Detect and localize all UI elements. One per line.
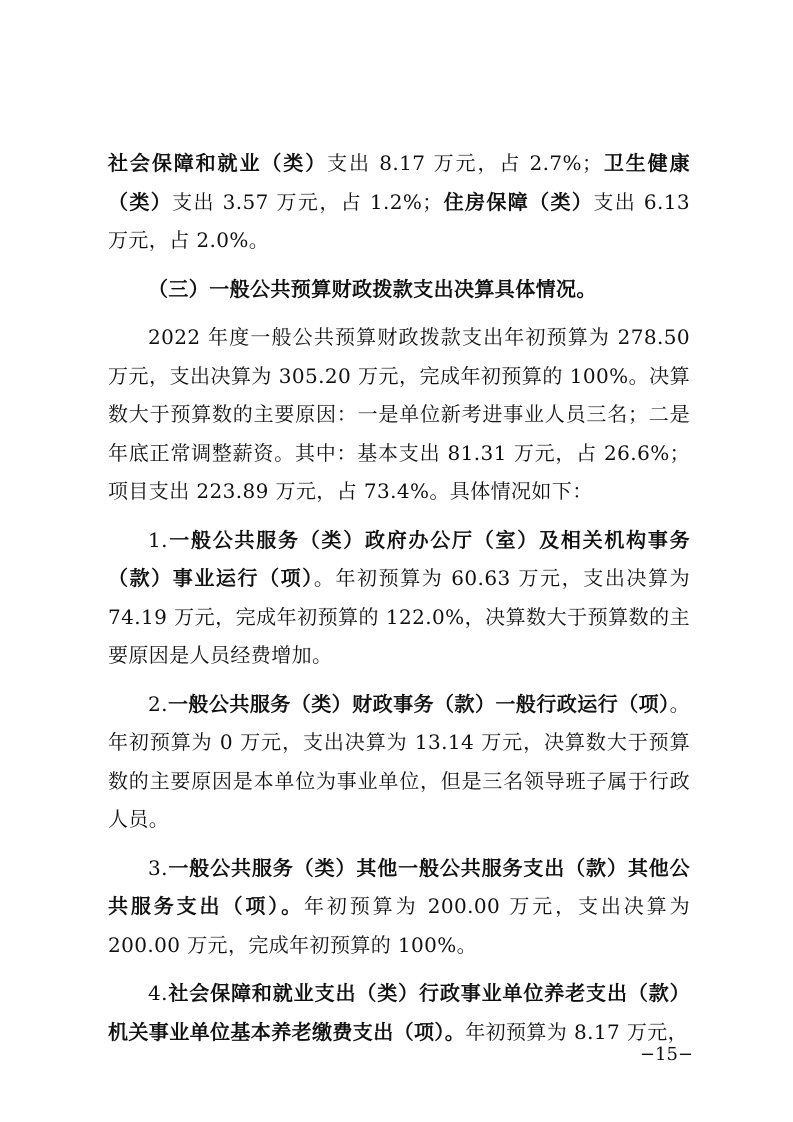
- section-heading: [108, 270, 690, 309]
- text-run: 支出 8.17 万元，占 2.7%；: [327, 151, 603, 175]
- paragraph-item-1: [108, 521, 690, 675]
- item-number: 4.: [148, 981, 168, 1005]
- text-run: 支出 3.57 万元，占 1.2%；: [172, 189, 443, 214]
- paragraph-item-2: [108, 685, 690, 839]
- category-social-security: 社会保障和就业（类）: [108, 151, 328, 175]
- item-number: 3.: [148, 855, 168, 880]
- text-run: 支出 6.13 万元，占 2.0%。: [108, 189, 690, 252]
- document-body: [108, 144, 690, 1061]
- item-title: 一般公共服务（类）财政事务（款）一般行政运行（项）: [167, 691, 670, 716]
- category-health: 卫生健康（类）: [108, 151, 690, 214]
- item-body: 年初预算为 200.00 万元，支出决算为 200.00 万元，完成年初预算的 100%。: [108, 894, 690, 957]
- section-heading-text: （三）一般公共预算财政拨款支出决算具体情况。: [148, 276, 597, 301]
- item-body: 。年初预算为 0 万元，支出决算为 13.14 万元，决算数大于预算数的主要原因是本单位为事业单位，但是三名领导班子属于行政人员。: [108, 691, 690, 831]
- item-number: 1.: [148, 527, 168, 552]
- item-body: 年初预算为 8.17 万元，: [465, 1019, 689, 1044]
- category-housing: 住房保障（类）: [442, 189, 594, 214]
- item-title: 一般公共服务（类）其他一般公共服务支出（款）其他公共服务支出（项）。: [108, 855, 690, 918]
- page-number: −15−: [639, 1044, 693, 1065]
- item-title: 社会保障和就业支出（类）行政事业单位养老支出（款）机关事业单位基本养老缴费支出（项）。: [108, 981, 690, 1044]
- paragraph-expenditure-shares: [108, 144, 690, 260]
- text-run: 2022 年度一般公共预算财政拨款支出年初预算为 278.50 万元，支出决算为 305.20 万元，完成年初预算的 100%。决算数大于预算数的主要原因：一是单位新考进事业人员三名；二是年底正常调整薪资。其中：基本支出 81.31 万元，占 26.6%；项目支出 223.89 万元，占 73.4%。具体情况如下：: [108, 325, 690, 503]
- paragraph-overview: [108, 318, 690, 511]
- paragraph-item-4: [108, 974, 690, 1051]
- item-body: 。年初预算为 60.63 万元，支出决算为 74.19 万元，完成年初预算的 122.0%，决算数大于预算数的主要原因是人员经费增加。: [108, 566, 691, 667]
- item-title: 一般公共服务（类）政府办公厅（室）及相关机构事务（款）事业运行（项）: [108, 527, 690, 590]
- item-number: 2.: [148, 691, 168, 716]
- paragraph-item-3: [108, 849, 690, 965]
